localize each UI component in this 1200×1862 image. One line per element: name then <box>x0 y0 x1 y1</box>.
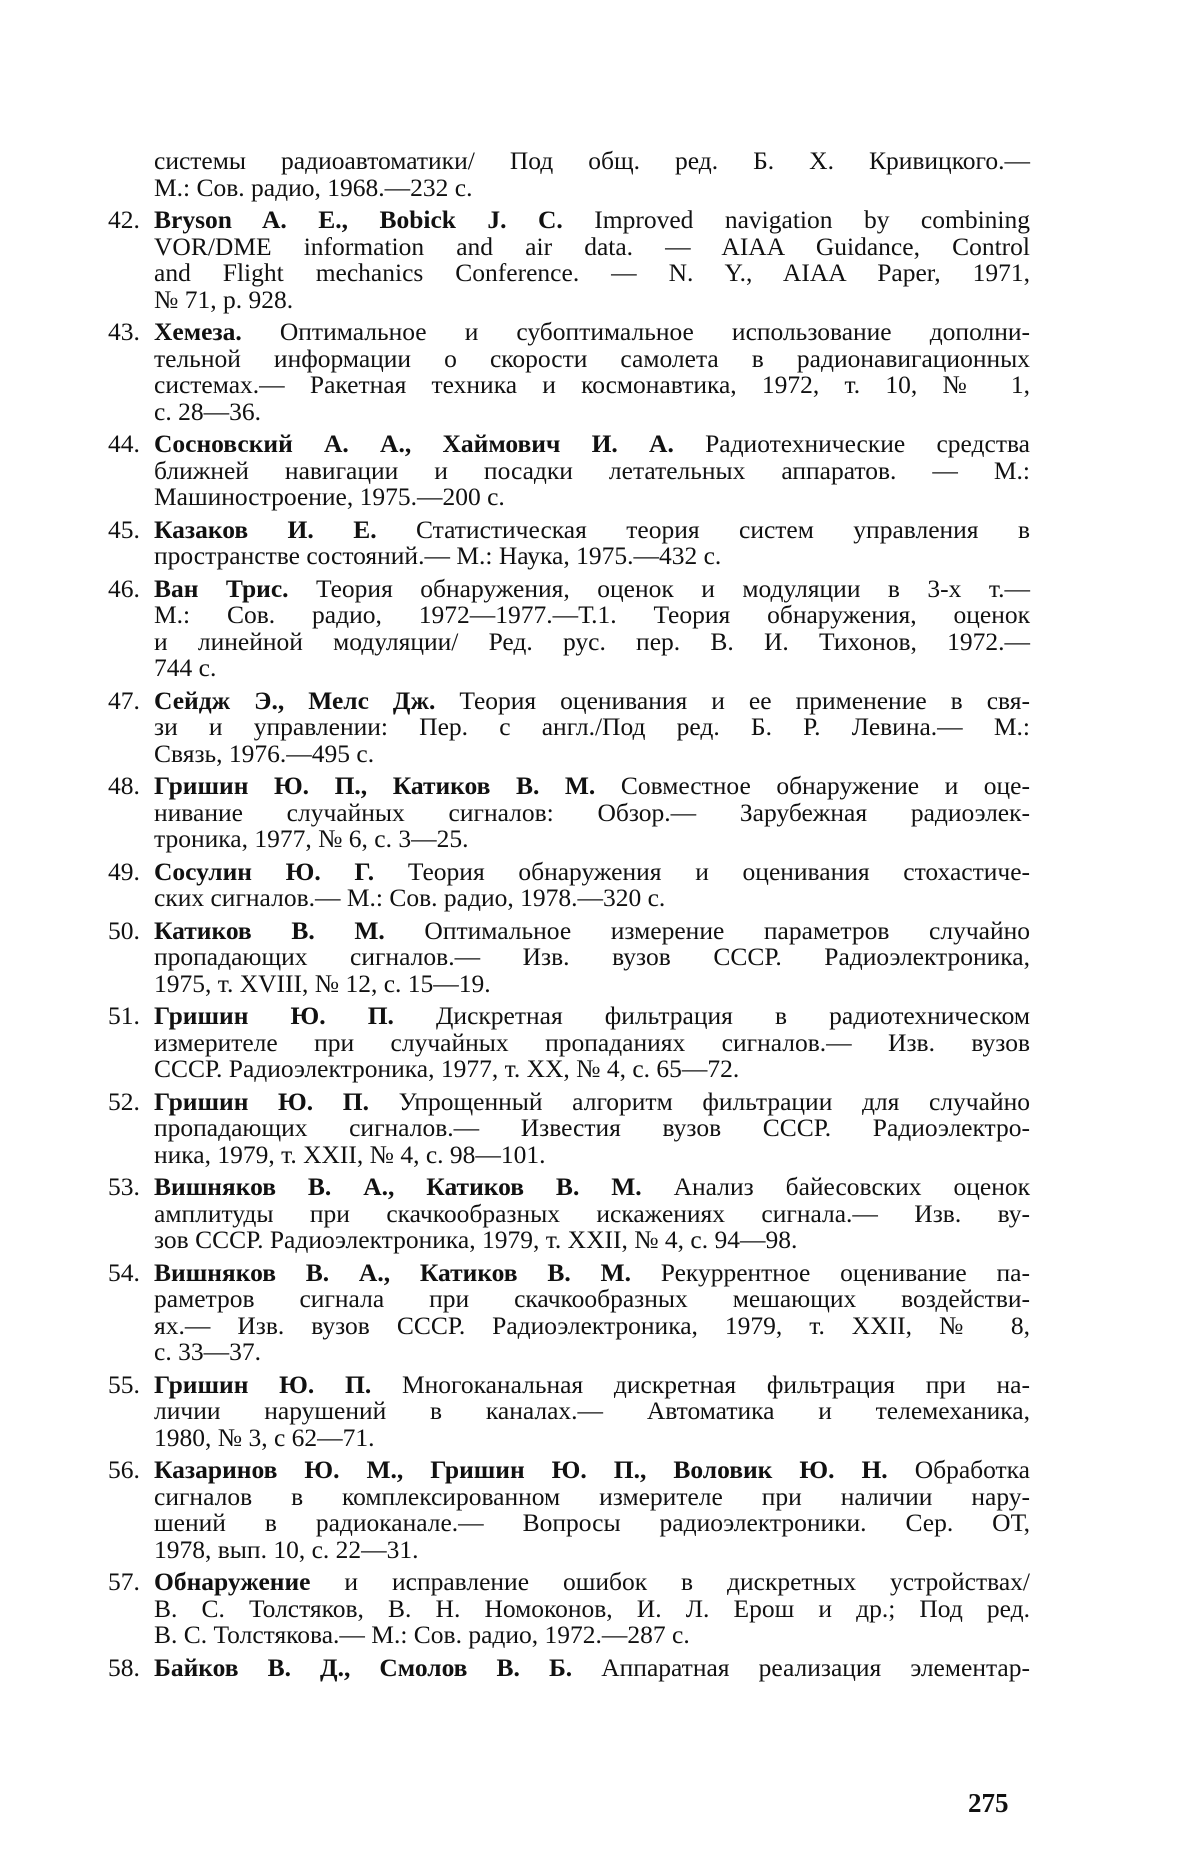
text-line: 1978, вып. 10, с. 22—31. <box>154 1534 419 1564</box>
text-line: с. 28—36. <box>154 396 261 426</box>
text-line: ях.— Изв. вузов СССР. Радиоэлектроника, 1979, т. XXII, № 8, <box>154 1310 1030 1340</box>
entry-author: Гришин Ю. П., Катиков В. М. <box>154 771 596 800</box>
text-line: нивание случайных сигналов: Обзор.— Зарубежная радиоэлек- <box>154 797 1030 827</box>
text-line <box>154 1652 1030 1682</box>
bibliography-entry <box>108 773 1030 853</box>
bibliography-entry <box>108 1003 1030 1083</box>
entry-number: 51. <box>108 1001 140 1030</box>
entry-number: 48. <box>108 771 140 800</box>
text-line: зов СССР. Радиоэлектроника, 1979, т. XXII, № 4, с. 94—98. <box>154 1225 798 1254</box>
entry-author: Гришин Ю. П. <box>154 1369 372 1399</box>
text-line: сигналов в комплексированном измерителе при наличии нару- <box>154 1481 1030 1511</box>
bibliography-entry <box>108 1257 1030 1366</box>
entry-number: 43. <box>108 317 140 346</box>
text-line <box>154 773 1030 800</box>
entry-text: Рекуррентное оценивание па- <box>630 1257 1030 1287</box>
text-line <box>154 685 1030 715</box>
entry-author: Хемеза. <box>154 317 242 346</box>
bibliography-continuation <box>108 148 1030 201</box>
text-line: В. С. Толстяков, В. Н. Номоконов, И. Л. Ерош и др.; Под ред. <box>154 1593 1030 1623</box>
bibliography-entry <box>108 1086 1030 1169</box>
entry-number: 50. <box>108 915 140 945</box>
entry-text: Анализ байесовских оценок <box>641 1172 1030 1201</box>
bibliography-entry <box>108 319 1030 425</box>
entry-number: 55. <box>108 1369 140 1399</box>
entry-number: 47. <box>108 685 140 715</box>
entry-number: 54. <box>108 1257 140 1287</box>
bibliography-entry <box>108 207 1030 313</box>
bibliography-entry <box>108 915 1030 998</box>
entry-text: Оптимальное и субоптимальное использование дополни- <box>241 317 1030 346</box>
entry-number: 45. <box>108 514 140 544</box>
text-line <box>154 207 1030 234</box>
entry-number: 53. <box>108 1172 140 1201</box>
text-line: М.: Сов. радио, 1972—1977.—Т.1. Теория обнаружения, оценок <box>154 600 1030 629</box>
entry-author: Казаков И. Е. <box>154 514 377 544</box>
entry-number: 49. <box>108 856 140 886</box>
bibliography-entry <box>108 573 1030 682</box>
entry-text: Обработка <box>887 1455 1031 1484</box>
text-line <box>154 1457 1030 1484</box>
entry-author: Ван Трис. <box>154 573 289 603</box>
entry-number: 58. <box>108 1652 140 1682</box>
bibliography-entry <box>108 1457 1030 1563</box>
text-line <box>154 1369 1030 1399</box>
entry-author: Катиков В. М. <box>154 915 385 945</box>
text-line <box>154 573 1030 603</box>
entry-text: Теория обнаружения и оценивания стохастиче- <box>374 856 1031 886</box>
text-line: и линейной модуляции/ Ред. рус. пер. В. И. Тихонов, 1972.— <box>154 626 1030 656</box>
entry-author: Вишняков В. А., Катиков В. М. <box>154 1172 642 1201</box>
entry-text: Теория оценивания и ее применение в свя- <box>435 685 1030 715</box>
text-line: В. С. Толстякова.— М.: Сов. радио, 1972.—287 с. <box>154 1620 690 1649</box>
text-line <box>154 1086 1030 1116</box>
text-line: тельной информации о скорости самолета в радионавигационных <box>154 343 1030 373</box>
entry-number: 52. <box>108 1086 140 1116</box>
text-line: системах.— Ракетная техника и космонавтика, 1972, т. 10, № 1, <box>154 370 1030 399</box>
text-line: раметров сигнала при скачкообразных мешающих воздействи- <box>154 1284 1030 1313</box>
entry-text: Совместное обнаружение и оце- <box>595 771 1030 800</box>
text-line <box>154 1174 1030 1201</box>
entry-author: Гришин Ю. П. <box>154 1001 394 1030</box>
entry-author: Сейдж Э., Мелс Дж. <box>154 685 436 715</box>
entry-author: Вишняков В. А., Катиков В. М. <box>154 1257 631 1287</box>
text-line: Машиностроение, 1975.—200 с. <box>154 482 505 511</box>
text-line <box>154 431 1030 458</box>
text-line: Связь, 1976.—495 с. <box>154 738 375 768</box>
text-line <box>154 514 1030 544</box>
bibliography-entry <box>108 1369 1030 1452</box>
entry-text: Дискретная фильтрация в радиотехническом <box>393 1001 1031 1030</box>
text-line: амплитуды при скачкообразных искажениях сигнала.— Изв. ву- <box>154 1198 1030 1228</box>
bibliography-entry <box>108 1569 1030 1649</box>
entry-number: 42. <box>108 205 140 234</box>
text-line: измерителе при случайных пропаданиях сигналов.— Изв. вузов <box>154 1027 1030 1057</box>
text-line: с. 33—37. <box>154 1337 261 1366</box>
entry-text: Многоканальная дискретная фильтрация при на- <box>371 1369 1030 1399</box>
entry-author: Сосновский А. А., Хаймович И. А. <box>154 429 674 458</box>
entry-text: Упрощенный алгоритм фильтрации для случайно <box>368 1086 1030 1116</box>
text-line: VOR/DME information and air data. — AIAA Guidance, Control <box>154 231 1030 261</box>
text-line: пропадающих сигналов.— Известия вузов СССР. Радиоэлектро- <box>154 1113 1030 1142</box>
text-line: 1975, т. XVIII, № 12, с. 15—19. <box>154 968 491 998</box>
bibliography-entries <box>108 207 1030 1681</box>
bibliography-entry <box>108 1174 1030 1254</box>
entry-author: Bryson A. E., Bobick J. C. <box>154 205 563 234</box>
text-line: личии нарушений в каналах.— Автоматика и телемеханика, <box>154 1396 1030 1425</box>
text-line: 1980, № 3, с 62—71. <box>154 1422 375 1452</box>
text-line: системы радиоавтоматики/ Под общ. ред. Б. Х. Кривицкого.— <box>154 146 1030 175</box>
text-line: шений в радиоканале.— Вопросы радиоэлектроники. Сер. ОТ, <box>154 1508 1030 1537</box>
text-line <box>154 856 1031 886</box>
text-line <box>154 915 1030 945</box>
text-line <box>154 319 1030 346</box>
entry-author: Сосулин Ю. Г. <box>154 856 375 886</box>
entry-text: Радиотехнические средства <box>673 429 1030 458</box>
text-line: пространстве состояний.— М.: Наука, 1975.—432 с. <box>154 541 722 570</box>
text-line: ближней навигации и посадки летательных аппаратов. — М.: <box>154 455 1030 485</box>
entry-number: 56. <box>108 1455 140 1484</box>
entry-text: Improved navigation by combining <box>562 205 1030 234</box>
text-line: ских сигналов.— М.: Сов. радио, 1978.—320 с. <box>154 883 666 912</box>
text-line: зи и управлении: Пер. с англ./Под ред. Б. Р. Левина.— М.: <box>154 712 1030 741</box>
entry-text: Аппаратная реализация элементар- <box>572 1652 1030 1682</box>
text-line: and Flight mechanics Conference. — N. Y., AIAA Paper, 1971, <box>154 258 1030 287</box>
text-line <box>154 1569 1030 1596</box>
text-line <box>154 1257 1030 1287</box>
text-line: пропадающих сигналов.— Изв. вузов СССР. Радиоэлектроника, <box>154 942 1030 971</box>
entry-number: 57. <box>108 1567 140 1596</box>
entry-author: Обнаружение <box>154 1567 311 1596</box>
text-line: ника, 1979, т. XXII, № 4, с. 98—101. <box>154 1139 546 1169</box>
bibliography-entry <box>108 431 1030 511</box>
bibliography-entry <box>108 856 1031 912</box>
bibliography-list <box>108 148 1030 1687</box>
text-line: СССР. Радиоэлектроника, 1977, т. XX, № 4, с. 65—72. <box>154 1054 740 1083</box>
page-number: 275 <box>968 1788 1009 1818</box>
bibliography-entry <box>108 514 1030 570</box>
entry-text: Теория обнаружения, оценок и модуляции в 3-х т.— <box>288 573 1030 603</box>
bibliography-entry <box>108 1652 1030 1682</box>
entry-author: Гришин Ю. П. <box>154 1086 369 1116</box>
entry-text: Статистическая теория систем управления в <box>376 514 1030 544</box>
entry-number: 44. <box>108 429 140 458</box>
entry-author: Байков В. Д., Смолов В. Б. <box>154 1652 573 1682</box>
entry-number: 46. <box>108 573 140 603</box>
text-line: троника, 1977, № 6, с. 3—25. <box>154 824 469 853</box>
entry-author: Казаринов Ю. М., Гришин Ю. П., Воловик Ю. Н. <box>154 1455 888 1484</box>
bibliography-entry <box>108 685 1030 768</box>
text-line: М.: Сов. радио, 1968.—232 с. <box>154 172 473 202</box>
text-line: 744 с. <box>154 653 217 682</box>
entry-text: Оптимальное измерение параметров случайно <box>384 915 1030 945</box>
text-line: № 71, p. 928. <box>154 284 294 314</box>
entry-text: и исправление ошибок в дискретных устройствах/ <box>310 1567 1030 1596</box>
text-line <box>154 1003 1030 1030</box>
